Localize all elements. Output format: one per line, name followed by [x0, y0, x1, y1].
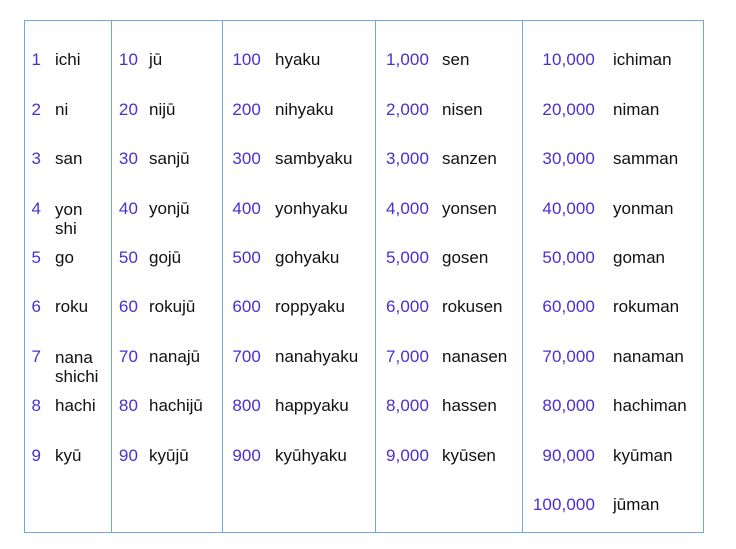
reading-cell: kyūhyaku	[275, 446, 347, 465]
number-cell: 200	[232, 100, 261, 119]
number-cell: 100,000	[532, 495, 595, 514]
reading-cell: gohyaku	[275, 248, 340, 267]
number-cell: 5,000	[385, 248, 429, 267]
number-cell: 40	[118, 199, 138, 218]
reading-cell: happyaku	[275, 396, 349, 415]
reading-alternate: shichi	[55, 367, 99, 386]
reading-cell: samman	[613, 149, 679, 168]
number-cell: 8	[31, 396, 41, 415]
number-cell: 4,000	[385, 199, 429, 218]
reading-cell: hachi	[55, 396, 96, 415]
number-cell: 90,000	[542, 446, 595, 465]
reading-cell: sambyaku	[275, 149, 353, 168]
reading-cell: nanaman	[613, 347, 684, 366]
reading-cell: hassen	[442, 396, 497, 415]
number-cell: 80,000	[542, 396, 595, 415]
column-divider	[222, 21, 223, 532]
reading-cell: nanajū	[149, 347, 201, 366]
reading-cell: rokusen	[442, 297, 503, 316]
reading-cell: kyū	[55, 446, 82, 465]
number-cell: 1	[31, 50, 41, 69]
number-cell: 20,000	[542, 100, 595, 119]
number-cell: 3	[31, 149, 41, 168]
reading-primary: yon	[55, 200, 83, 219]
number-cell: 6,000	[385, 297, 429, 316]
number-cell: 900	[232, 446, 261, 465]
reading-cell: hachijū	[149, 396, 203, 415]
number-cell: 90	[118, 446, 138, 465]
number-cell: 5	[31, 248, 41, 267]
number-cell: 10,000	[542, 50, 595, 69]
number-cell: 80	[118, 396, 138, 415]
number-cell: 9	[31, 446, 41, 465]
number-cell: 50,000	[542, 248, 595, 267]
reading-cell: roppyaku	[275, 297, 345, 316]
reading-primary: nana	[55, 348, 93, 367]
column-divider	[111, 21, 112, 532]
reading-cell	[55, 200, 82, 238]
number-cell: 500	[232, 248, 261, 267]
reading-cell: go	[55, 248, 74, 267]
number-cell: 800	[232, 396, 261, 415]
number-table	[24, 20, 704, 533]
number-cell: 7,000	[385, 347, 429, 366]
number-cell: 70	[118, 347, 138, 366]
reading-cell: kyūman	[613, 446, 673, 465]
number-cell: 7	[31, 347, 41, 366]
reading-cell: yonsen	[442, 199, 497, 218]
reading-cell: nisen	[442, 100, 483, 119]
reading-cell: yonman	[613, 199, 674, 218]
reading-cell: hachiman	[613, 396, 687, 415]
number-cell: 6	[31, 297, 41, 316]
reading-cell: roku	[55, 297, 89, 316]
reading-cell: sanzen	[442, 149, 497, 168]
reading-cell: nanahyaku	[275, 347, 359, 366]
reading-cell: sen	[442, 50, 470, 69]
reading-cell: kyūsen	[442, 446, 496, 465]
reading-cell: sanjū	[149, 149, 190, 168]
number-cell: 60,000	[542, 297, 595, 316]
reading-cell: niman	[613, 100, 660, 119]
reading-cell: rokuman	[613, 297, 680, 316]
number-cell: 70,000	[542, 347, 595, 366]
number-cell: 30,000	[542, 149, 595, 168]
number-cell: 4	[31, 199, 41, 218]
number-cell: 1,000	[385, 50, 429, 69]
number-cell: 3,000	[385, 149, 429, 168]
number-cell: 8,000	[385, 396, 429, 415]
number-cell: 10	[118, 50, 138, 69]
column-divider	[375, 21, 376, 532]
number-cell: 30	[118, 149, 138, 168]
number-cell: 60	[118, 297, 138, 316]
reading-cell: nanasen	[442, 347, 508, 366]
reading-cell: goman	[613, 248, 665, 267]
reading-cell: ni	[55, 100, 69, 119]
reading-cell: nihyaku	[275, 100, 334, 119]
reading-cell	[55, 348, 98, 386]
reading-cell: ichiman	[613, 50, 672, 69]
reading-cell: san	[55, 149, 83, 168]
reading-cell: yonhyaku	[275, 199, 348, 218]
number-cell: 40,000	[542, 199, 595, 218]
number-cell: 100	[232, 50, 261, 69]
reading-cell: gojū	[149, 248, 182, 267]
reading-cell: rokujū	[149, 297, 196, 316]
number-cell: 600	[232, 297, 261, 316]
number-cell: 20	[118, 100, 138, 119]
number-cell: 2	[31, 100, 41, 119]
column-divider	[522, 21, 523, 532]
number-cell: 9,000	[385, 446, 429, 465]
number-cell: 50	[118, 248, 138, 267]
number-cell: 700	[232, 347, 261, 366]
number-cell: 2,000	[385, 100, 429, 119]
number-cell: 300	[232, 149, 261, 168]
reading-cell: yonjū	[149, 199, 190, 218]
reading-cell: nijū	[149, 100, 176, 119]
reading-cell: gosen	[442, 248, 489, 267]
number-cell: 400	[232, 199, 261, 218]
reading-cell: ichi	[55, 50, 81, 69]
reading-cell: kyūjū	[149, 446, 189, 465]
reading-alternate: shi	[55, 219, 77, 238]
reading-cell: jūman	[613, 495, 660, 514]
reading-cell: jū	[149, 50, 163, 69]
reading-cell: hyaku	[275, 50, 321, 69]
